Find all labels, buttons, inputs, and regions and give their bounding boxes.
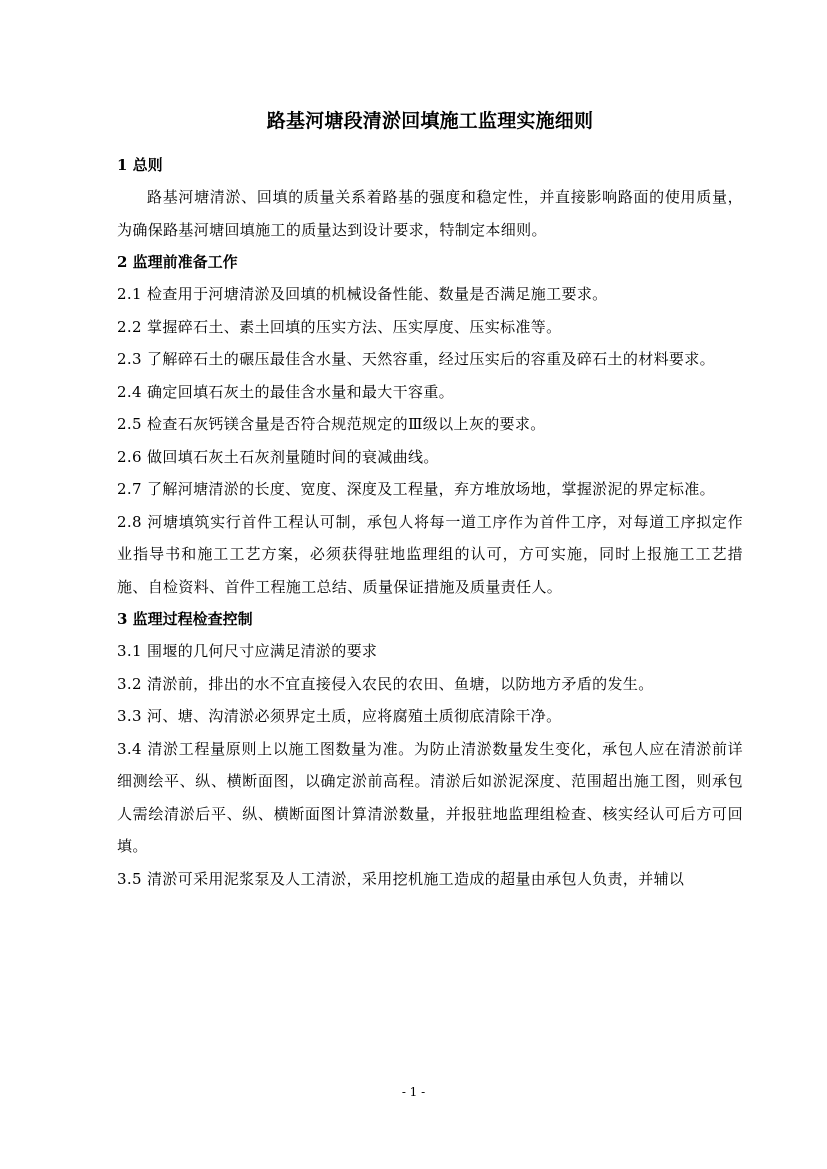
document-body (117, 108, 743, 895)
page-number: - 1 - (401, 1085, 426, 1099)
paragraph: 2.6 做回填石灰土石灰剂量随时间的衰减曲线。 (117, 447, 439, 466)
paragraph: 3.5 清淤可采用泥浆泵及人工清淤，采用挖机施工造成的超量由承包人负责，并辅以 (117, 869, 685, 888)
paragraph: 3.1 围堰的几何尺寸应满足清淤的要求 (117, 642, 378, 660)
paragraph: 3.4 清淤工程量原则上以施工图数量为准。为防止清淤数量发生变化，承包人应在清淤前详细测绘平、纵、横断面图，以确定淤前高程。清淤后如淤泥深度、范围超出施工图，则承包人需绘清淤后平、纵、横断面图计算清淤数量，并报驻地监理组检查、核实经认可后方可回填。 (117, 739, 743, 855)
paragraph: 2.8 河塘填筑实行首件工程认可制，承包人将每一道工序作为首件工序，对每道工序拟定作业指导书和施工工艺方案，必须获得驻地监理组的认可，方可实施，同时上报施工工艺措施、自检资料、首件工程施工总结、质量保证措施及质量责任人。 (117, 512, 743, 596)
paragraph: 2.1 检查用于河塘清淤及回填的机械设备性能、数量是否满足施工要求。 (117, 285, 608, 303)
section-heading: 1 总则 (117, 156, 163, 174)
paragraph: 2.4 确定回填石灰土的最佳含水量和最大干容重。 (117, 382, 455, 401)
paragraph: 2.3 了解碎石土的碾压最佳含水量、天然容重，经过压实后的容重及碎石土的材料要求。 (117, 350, 715, 368)
paragraph: 3.2 清淤前，排出的水不宜直接侵入农民的农田、鱼塘，以防地方矛盾的发生。 (117, 674, 654, 693)
section-heading: 2 监理前准备工作 (117, 253, 238, 271)
paragraph: 2.7 了解河塘清淤的长度、宽度、深度及工程量，弃方堆放场地，掌握淤泥的界定标准。 (117, 480, 715, 498)
paragraph: 路基河塘清淤、回填的质量关系着路基的强度和稳定性，并直接影响路面的使用质量，为确保路基河塘回填施工的质量达到设计要求，特制定本细则。 (117, 188, 743, 239)
paragraph: 2.2 掌握碎石土、素土回填的压实方法、压实厚度、压实标准等。 (117, 317, 562, 336)
paragraph: 2.5 检查石灰钙镁含量是否符合规范规定的Ⅲ级以上灰的要求。 (117, 415, 546, 433)
paragraph: 3.3 河、塘、沟清淤必须界定土质，应将腐殖土质彻底清除干净。 (117, 707, 562, 725)
document-title: 路基河塘段清淤回填施工监理实施细则 (266, 110, 594, 132)
section-heading: 3 监理过程检查控制 (117, 610, 253, 628)
